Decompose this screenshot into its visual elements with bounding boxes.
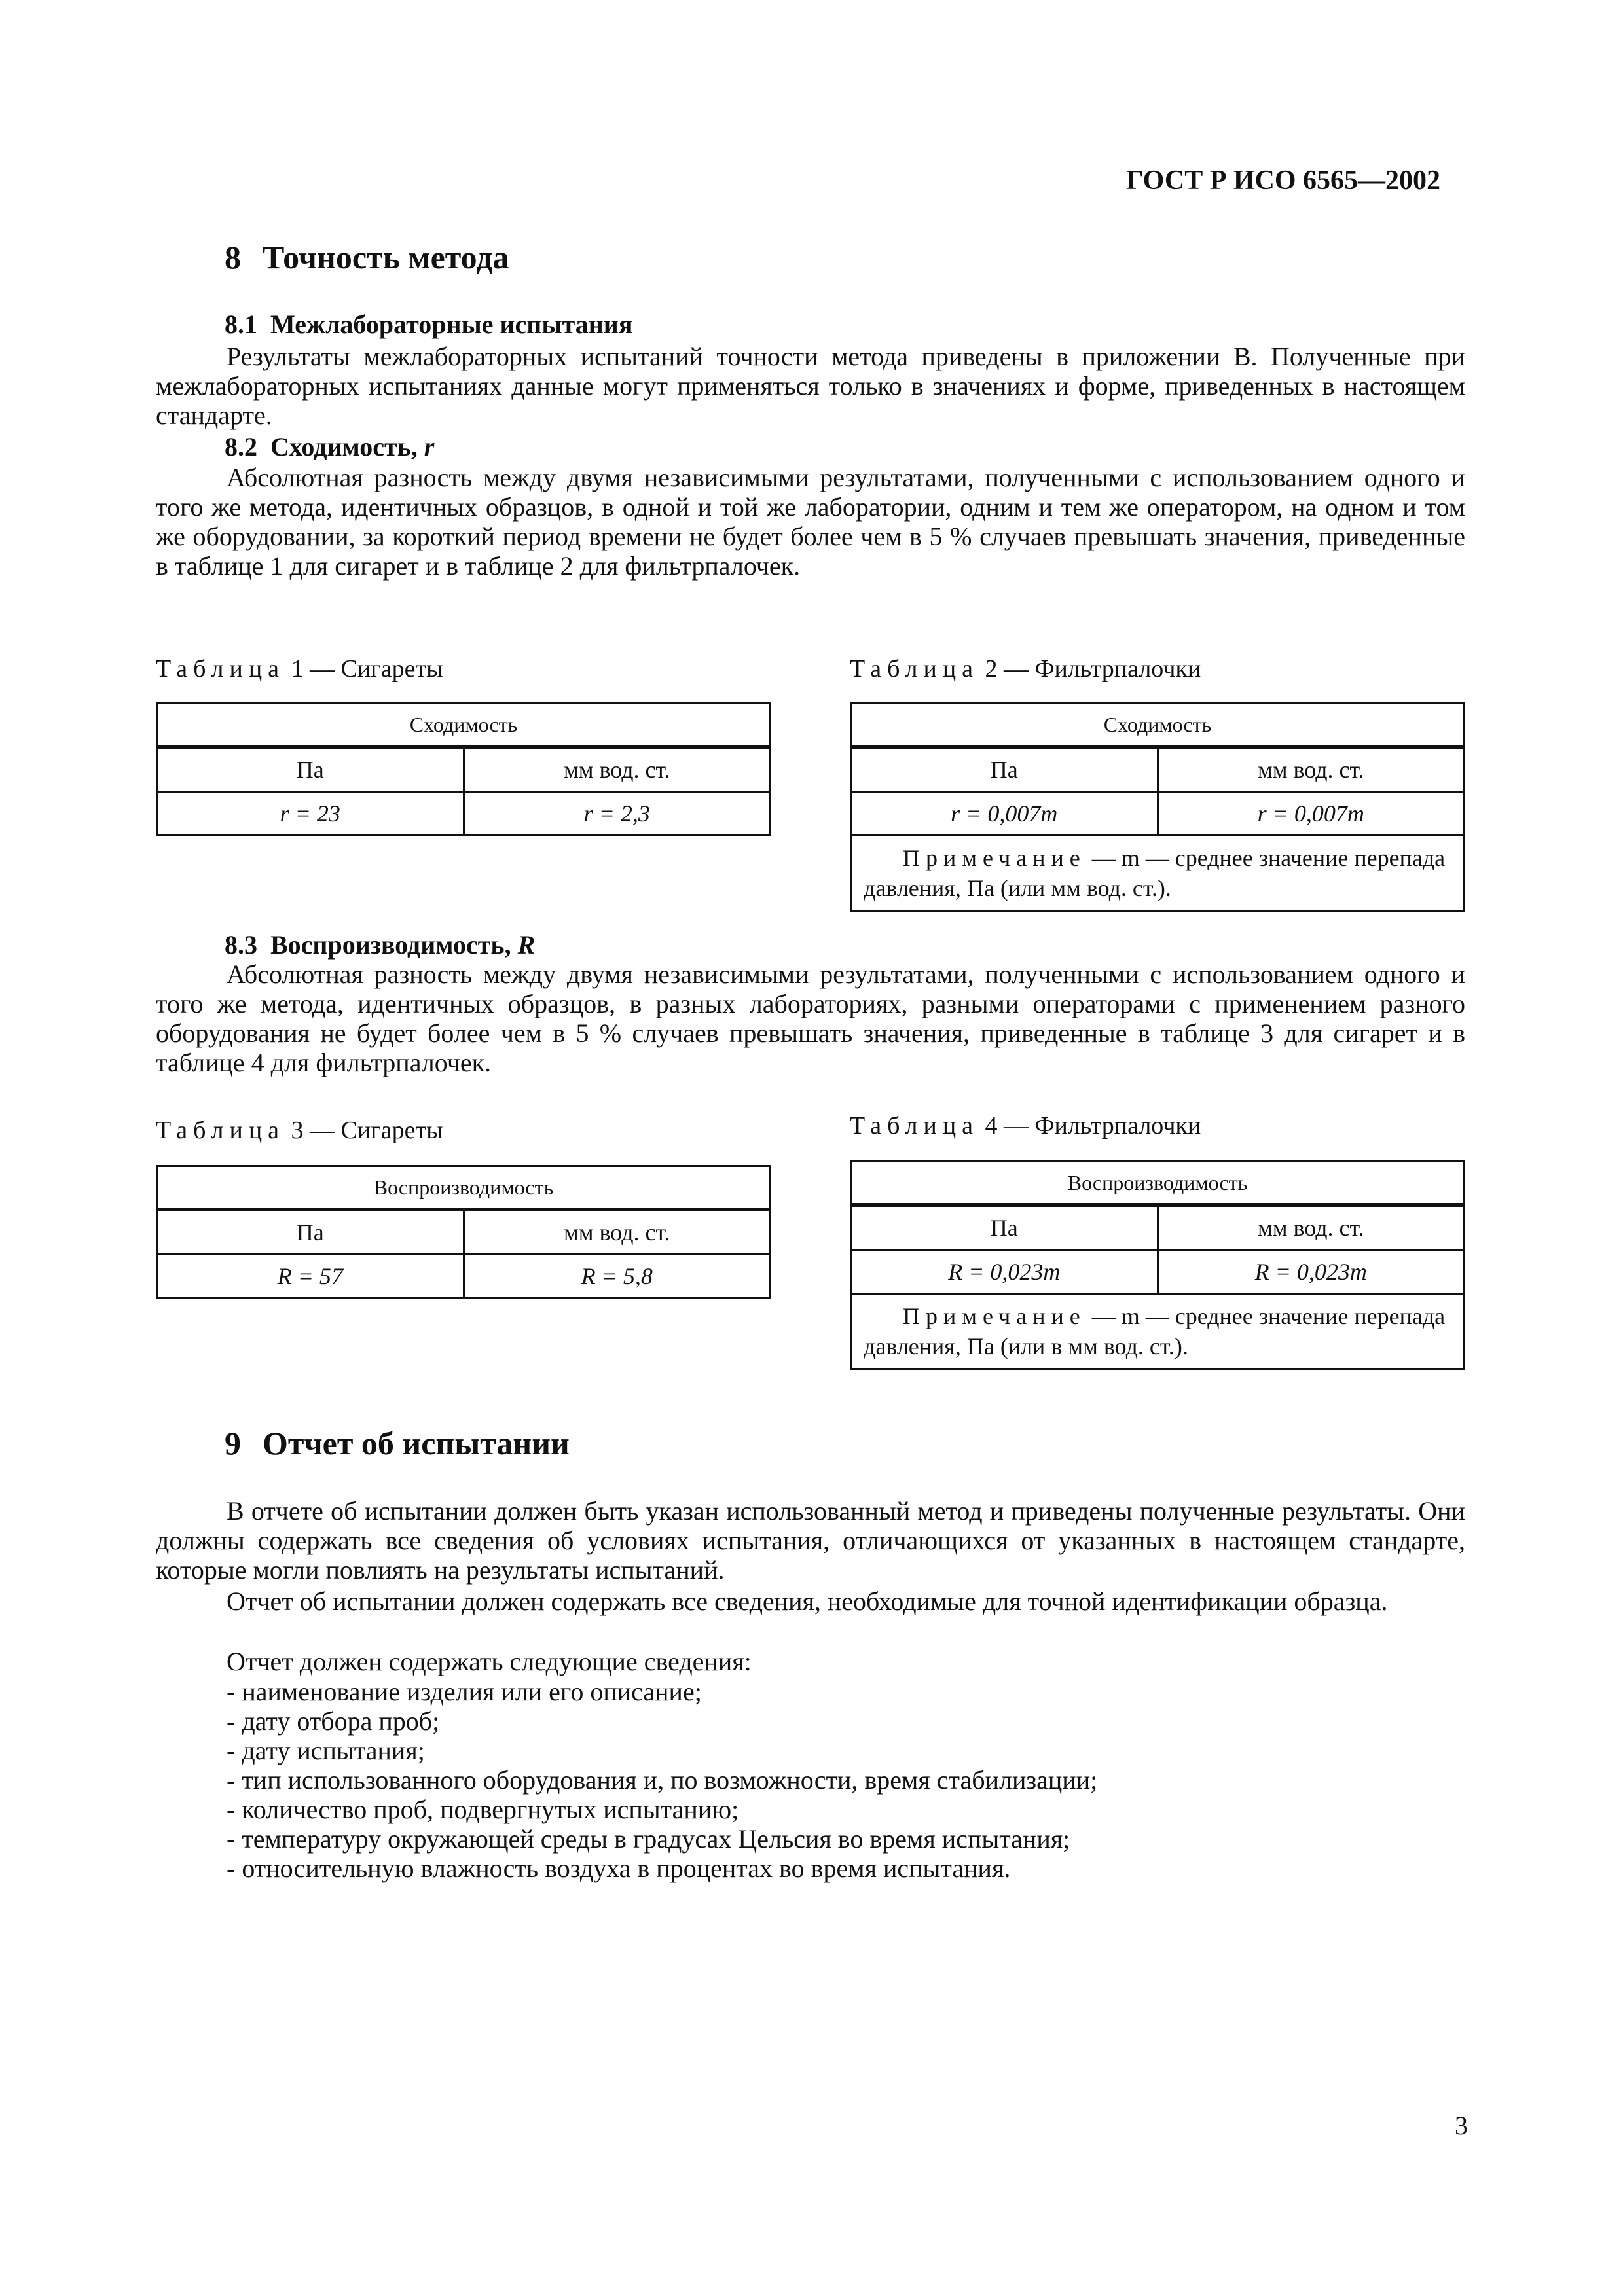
section-8-heading <box>225 238 509 276</box>
report-items-list <box>227 1677 1097 1883</box>
table-title: 2 — Фильтрпалочки <box>985 655 1201 683</box>
subsection-8-3-heading <box>225 929 535 960</box>
table-header: Сходимость <box>157 704 771 747</box>
table-note <box>851 1294 1465 1369</box>
value-pa: r = 0,007m <box>851 792 1158 836</box>
table-title: 4 — Фильтрпалочки <box>985 1112 1201 1139</box>
subsection-8-1-heading <box>225 309 632 340</box>
table-4 <box>850 1160 1465 1370</box>
document-header: ГОСТ Р ИСО 6565—2002 <box>1126 166 1441 196</box>
list-item: - дату испытания; <box>227 1736 425 1765</box>
subsection-symbol: R <box>517 930 536 960</box>
subsection-8-2-text: Абсолютная разность между двумя независимыми результатами, полученными с использованием одного и того же метода, идентичных образцов, в одной и той же лаборатории, одним и тем же оператором, на одном и том же оборудовании, за короткий период времени не будет более чем в 5 % случаев превышать значения, приведенные в таблице 1 для сигарет и в таблице 2 для фильтрпалочек. <box>156 463 1465 581</box>
table-2 <box>850 702 1465 912</box>
table-4-caption <box>850 1111 1201 1140</box>
list-item: - тип использованного оборудования и, по возможности, время стабилизации; <box>227 1765 1098 1795</box>
page-number: 3 <box>1455 2111 1468 2140</box>
table-word: Таблица <box>156 1117 285 1144</box>
subsection-8-3-text: Абсолютная разность между двумя независимыми результатами, полученными с использованием одного и того же метода, идентичных образцов, в разных лабораториях, разными операторами с применением разного оборудования не будет более чем в 5 % случаев превышать значения, приведенные в таблице 3 для сигарет и в таблице 4 для фильтрпалочек. <box>156 960 1465 1077</box>
column-header-pa: Па <box>851 1205 1158 1250</box>
section-9-paragraph-1: В отчете об испытании должен быть указан использованный метод и приведены полученные результаты. Они должны содержать все сведения об условиях испытания, отличающихся от указанных в настоящем стандарте, которые могли повлиять на результаты испытаний. <box>156 1496 1465 1585</box>
column-header-mm: мм вод. ст. <box>1158 747 1465 792</box>
table-note <box>851 836 1465 911</box>
table-title: 3 — Сигареты <box>291 1117 443 1144</box>
note-word: Примечание <box>903 845 1086 871</box>
table-3-caption <box>156 1116 443 1145</box>
list-item: - дату отбора проб; <box>227 1706 440 1736</box>
column-header-pa: Па <box>157 747 464 792</box>
section-title: Отчет об испытании <box>263 1425 570 1462</box>
note-text: — m — среднее значение перепада давления, Па (или мм вод. ст.). <box>864 845 1446 901</box>
value-mm: r = 2,3 <box>464 792 771 836</box>
table-header: Воспроизводимость <box>157 1166 771 1210</box>
section-9-paragraph-2: Отчет об испытании должен содержать все сведения, необходимые для точной идентификации образца. <box>227 1587 1388 1616</box>
value-mm: R = 0,023m <box>1158 1250 1465 1294</box>
value-pa: R = 0,023m <box>851 1250 1158 1294</box>
column-header-pa: Па <box>851 747 1158 792</box>
value-pa: R = 57 <box>157 1255 464 1299</box>
table-title: 1 — Сигареты <box>291 655 443 683</box>
subsection-8-1-text: Результаты межлабораторных испытаний точности метода приведены в приложении В. Полученные при межлабораторных испытаниях данные могут применяться только в значениях и форме, приведенных в настоящем стандарте. <box>156 342 1465 430</box>
list-item: - относительную влажность воздуха в процентах во время испытания. <box>227 1854 1011 1883</box>
table-word: Таблица <box>156 655 285 683</box>
table-2-caption <box>850 655 1201 683</box>
section-9-paragraph-3: Отчет должен содержать следующие сведения: <box>227 1647 752 1676</box>
section-number: 8 <box>225 239 241 276</box>
section-number: 9 <box>225 1425 241 1462</box>
note-text: — m — среднее значение перепада давления, Па (или в мм вод. ст.). <box>864 1303 1446 1359</box>
column-header-mm: мм вод. ст. <box>464 1210 771 1255</box>
subsection-number: 8.2 <box>225 432 257 461</box>
subsection-title: Межлабораторные испытания <box>270 310 633 339</box>
section-title: Точность метода <box>263 239 509 276</box>
table-word: Таблица <box>850 655 979 683</box>
note-word: Примечание <box>903 1303 1086 1329</box>
table-1-caption <box>156 655 443 683</box>
subsection-8-2-heading <box>225 431 434 462</box>
table-1 <box>156 702 771 836</box>
subsection-number: 8.3 <box>225 930 257 960</box>
column-header-pa: Па <box>157 1210 464 1255</box>
table-header: Воспроизводимость <box>851 1162 1465 1206</box>
subsection-symbol: r <box>424 432 435 461</box>
subsection-number: 8.1 <box>225 310 257 339</box>
subsection-title: Сходимость, <box>270 432 418 461</box>
table-header: Сходимость <box>851 704 1465 747</box>
table-word: Таблица <box>850 1112 979 1139</box>
list-item: - количество проб, подвергнутых испытанию; <box>227 1795 739 1824</box>
list-item: - наименование изделия или его описание; <box>227 1677 702 1706</box>
column-header-mm: мм вод. ст. <box>464 747 771 792</box>
table-3 <box>156 1165 771 1299</box>
value-pa: r = 23 <box>157 792 464 836</box>
column-header-mm: мм вод. ст. <box>1158 1205 1465 1250</box>
subsection-title: Воспроизводимость, <box>270 930 511 960</box>
list-item: - температуру окружающей среды в градусах Цельсия во время испытания; <box>227 1824 1070 1854</box>
value-mm: r = 0,007m <box>1158 792 1465 836</box>
section-9-heading <box>225 1424 570 1462</box>
value-mm: R = 5,8 <box>464 1255 771 1299</box>
